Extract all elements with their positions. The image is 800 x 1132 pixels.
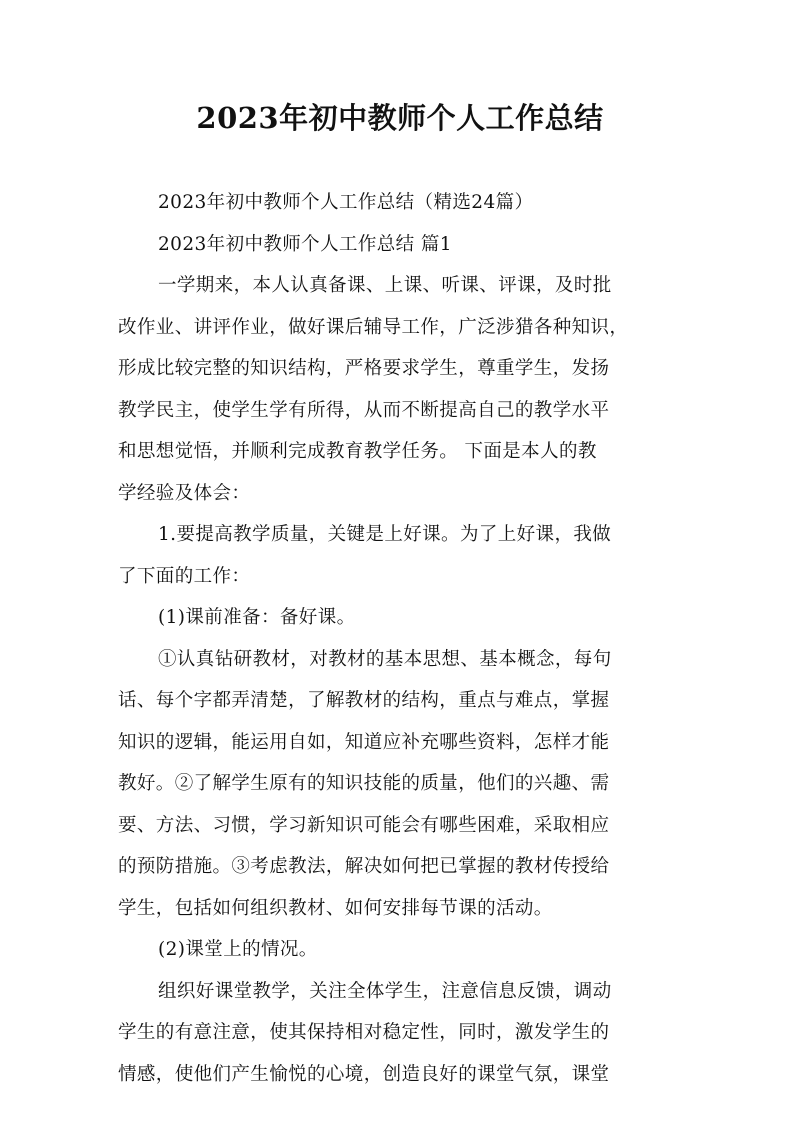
- paragraph-line: 学经验及体会：: [118, 482, 251, 504]
- paragraph-line: 要、方法、习惯，学习新知识可能会有哪些困难，采取相应: [118, 814, 610, 836]
- paragraph-line: 话、每个字都弄清楚，了解教材的结构，重点与难点，掌握: [118, 690, 610, 711]
- paragraph-line: 知识的逻辑，能运用自如，知道应补充哪些资料，怎样才能: [118, 731, 610, 753]
- paragraph-line: 情感，使他们产生愉悦的心境，创造良好的课堂气氛，课堂: [118, 1063, 610, 1085]
- paragraph-line: 1.要提高教学质量，关键是上好课。为了上好课，我做: [158, 524, 612, 545]
- paragraph-line: ①认真钻研教材，对教材的基本思想、基本概念，每句: [158, 648, 612, 670]
- paragraph-line: 学生，包括如何组织教材、如何安排每节课的活动。: [118, 897, 553, 919]
- paragraph-line: 和思想觉悟，并顺利完成教育教学任务。 下面是本人的教: [118, 441, 597, 462]
- paragraph-line: 一学期来，本人认真备课、上课、听课、评课，及时批: [158, 275, 612, 296]
- subtitle-line: 2023年初中教师个人工作总结（精选24篇）: [158, 192, 534, 213]
- paragraph-line: 形成比较完整的知识结构，严格要求学生，尊重学生，发扬: [118, 358, 610, 379]
- section-heading: 2023年初中教师个人工作总结 篇1: [158, 233, 452, 255]
- paragraph-line: 了下面的工作：: [118, 565, 251, 587]
- paragraph-line: 教好。②了解学生原有的知识技能的质量，他们的兴趣、需: [118, 773, 610, 794]
- paragraph-line: 组织好课堂教学，关注全体学生，注意信息反馈，调动: [158, 980, 612, 1002]
- paragraph-line: 学生的有意注意，使其保持相对稳定性，同时，激发学生的: [118, 1022, 610, 1043]
- paragraph-line: 教学民主，使学生学有所得，从而不断提高自己的教学水平: [118, 399, 610, 421]
- subsection-heading: (1)课前准备：备好课。: [158, 607, 356, 628]
- paragraph-line: 改作业、讲评作业，做好课后辅导工作，广泛涉猎各种知识，: [118, 316, 629, 338]
- document-body: [118, 182, 684, 1095]
- subsection-heading: (2)课堂上的情况。: [158, 939, 318, 960]
- paragraph-line: 的预防措施。③考虑教法，解决如何把已掌握的教材传授给: [118, 856, 610, 877]
- document-title: 2023年初中教师个人工作总结: [196, 101, 604, 135]
